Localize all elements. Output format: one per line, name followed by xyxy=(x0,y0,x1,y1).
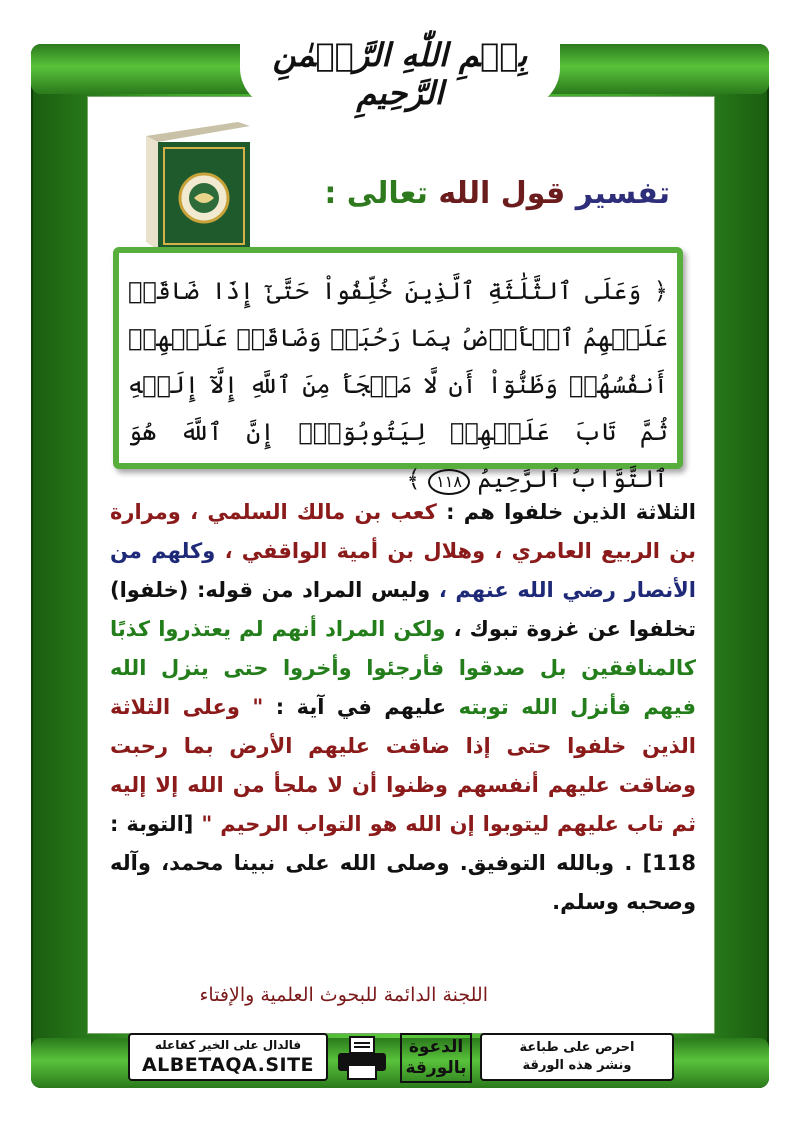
footer-website[interactable]: ALBETAQA.SITE xyxy=(141,1054,315,1076)
title-part-qawl: قول الله xyxy=(438,176,566,211)
explanation-text xyxy=(110,493,696,922)
body-sentence-1: الثلاثة الذين خلفوا هم : xyxy=(446,500,696,524)
footer-print-line-2: ونشر هذه الورقة xyxy=(522,1058,632,1073)
quran-book-icon xyxy=(138,122,256,250)
printer-icon xyxy=(336,1035,388,1081)
footer-print-box xyxy=(480,1033,674,1081)
logo-line-2: بالورقة xyxy=(405,1058,467,1078)
verse-text: ﴿ وَعَلَى ٱلثَّلَٰثَةِ ٱلَّذِينَ خُلِّفُواْ حَتَّىٰٓ إِذَا ضَاقَتۡ عَلَيۡهِمُ ٱلۡأَرۡضُ بِمَا رَحُبَتۡ وَضَاقَتۡ عَلَيۡهِمۡ أَنفُسُهُمۡ وَظَنُّوٓاْ أَن لَّا مَلۡجَأَ مِنَ ٱللَّهِ إِلَّآ إِلَيۡهِ ثُمَّ تَابَ عَلَيۡهِمۡ لِيَتُوبُوٓاْۚ إِنَّ ٱللَّهَ هُوَ ٱلتَّوَّابُ ٱلرَّحِيمُ xyxy=(128,277,668,493)
dawah-logo xyxy=(400,1033,472,1083)
footer-print-line-1: احرص على طباعة xyxy=(519,1040,635,1055)
body-sentence-7: عليهم في آية : xyxy=(275,695,447,719)
title-part-taala: تعالى : xyxy=(324,176,428,211)
body-sentence-2: كعب بن مالك السلمي ، xyxy=(190,500,437,524)
ayah-number-badge: ١١٨ xyxy=(428,469,470,495)
page-title xyxy=(270,176,670,211)
body-sentence-4: وكلهم من الأنصار رضي الله عنهم ، xyxy=(110,539,696,602)
logo-line-1: الدعوة xyxy=(408,1037,464,1057)
body-sentence-8: " وعلى الثلاثة الذين خلفوا حتى إذا ضاقت عليهم الأرض بما رحبت وضاقت عليهم أنفسهم وظنوا أن لا ملجأ من الله إلا إليه ثم تاب عليهم ليتوبوا إن الله هو التواب الرحيم " xyxy=(110,695,697,836)
body-sentence-3: ومرارة بن الربيع العامري ، وهلال بن أمية الواقفي ، xyxy=(110,500,696,563)
footer-website-box[interactable] xyxy=(128,1033,328,1081)
body-sentence-6: ولكن المراد أنهم لم يعتذروا كذبًا كالمنافقين بل صدقوا فأرجئوا وأخروا حتى ينزل الله فيهم فأنزل الله توبته xyxy=(110,617,697,719)
footer-slogan: فالدال على الخير كفاعله xyxy=(154,1038,302,1052)
body-sentence-9: [التوبة : 118] . وبالله التوفيق. وصلى الله على نبينا محمد، وآله وصحبه وسلم. xyxy=(110,812,696,914)
basmala-calligraphy: بِسۡمِ اللّٰهِ الرَّحۡمٰنِ الرَّحِيمِ xyxy=(272,36,528,112)
signature: اللجنة الدائمة للبحوث العلمية والإفتاء xyxy=(199,984,488,1006)
quran-verse xyxy=(128,268,668,503)
title-part-tafsir: تفسير xyxy=(575,176,670,211)
body-sentence-5: وليس المراد من قوله: (خلفوا) تخلفوا عن غزوة تبوك ، xyxy=(110,578,697,641)
footer xyxy=(128,1033,674,1083)
verse-close-bracket: ﴾ xyxy=(406,465,421,493)
